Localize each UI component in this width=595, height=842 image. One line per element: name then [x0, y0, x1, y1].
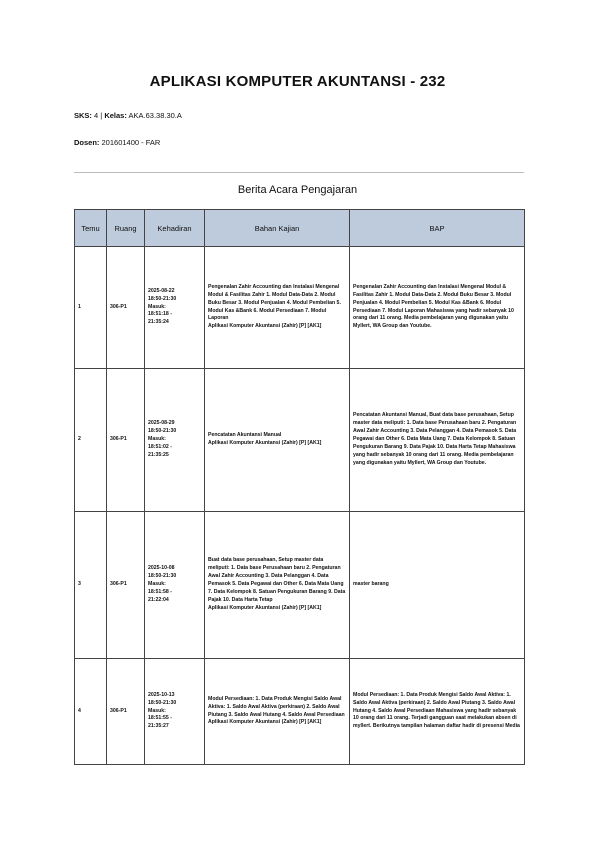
table-header-row — [75, 210, 525, 247]
kajian-course: Aplikasi Komputer Akuntansi (Zahir) [P] [AK1] — [208, 440, 322, 446]
bap-cell — [350, 659, 525, 765]
divider — [74, 172, 524, 173]
attendance-date: 2025-08-29 — [148, 420, 175, 427]
bap-cell — [350, 247, 525, 369]
dosen-label: Dosen: — [74, 138, 100, 147]
header-bap: BAP — [350, 210, 525, 247]
attendance-schedule: 18:50-21:30 — [148, 295, 177, 302]
header-ruang: Ruang — [107, 210, 145, 247]
bap-text: Pengenalan Zahir Accounting dan Instalasi Mengenal Modul & Fasilitas Zahir 1. Modul Data-Data 2. Modul Buku Besar 3. Modul Penjualan 4. Modul Pembelian 5. Modul Kas &Bank 6. Modul Persediaan 7. Modul Laporan Mahasiswa yang hadir sebanyak 10 orang dari 11 orang. Media pembelajaran yang digunakan yaitu Myllert, WA Group dan Youtube. — [353, 283, 514, 330]
attendance-schedule: 18:50-21:30 — [148, 428, 177, 435]
header-kehadiran: Kehadiran — [145, 210, 205, 247]
bap-cell — [350, 369, 525, 512]
table-row — [75, 369, 525, 512]
bap-text: master barang — [353, 581, 389, 588]
kelas-label: Kelas: — [104, 111, 127, 120]
ruang-cell: 306-P1 — [107, 247, 145, 369]
kajian-course: Aplikasi Komputer Akuntansi (Zahir) [P] [AK1] — [208, 719, 322, 726]
kajian-course: Aplikasi Komputer Akuntansi (Zahir) [P] [AK1] — [208, 323, 322, 330]
kehadiran-cell — [145, 512, 205, 659]
sks-label: SKS: — [74, 111, 92, 120]
kelas-value: AKA.63.38.30.A — [128, 111, 182, 120]
header-temu: Temu — [75, 210, 107, 247]
attendance-label: Masuk: — [148, 303, 166, 310]
attendance-in: 18:51:18 - — [148, 311, 172, 318]
temu-cell: 2 — [75, 369, 107, 512]
kajian-topic: Pengenalan Zahir Accounting dan Instalasi Mengenal Modul & Fasilitas Zahir 1. Modul Data-Data 2. Modul Buku Besar 3. Modul Penjualan 4. Modul Pembelian 5. Modul Kas &Bank 6. Modul Persediaan 7. Modul Laporan — [208, 283, 341, 322]
attendance-date: 2025-10-13 — [148, 691, 175, 698]
lecturer-meta — [74, 138, 160, 147]
meta-separator: | — [100, 111, 103, 120]
attendance-schedule: 18:50-21:30 — [148, 573, 177, 580]
dosen-value: 201601400 - FAR — [101, 138, 161, 147]
bahan-kajian-cell — [205, 247, 350, 369]
attendance-label: Masuk: — [148, 436, 166, 443]
attendance-out: 21:35:25 — [148, 451, 169, 458]
attendance-schedule: 18:50-21:30 — [148, 699, 177, 706]
attendance-in: 18:51:02 - — [148, 443, 172, 450]
bap-text: Pencatatan Akuntansi Manual, Buat data base perusahaan, Setup master data meliputi: 1. Data base Perusahaan baru 2. Pengaturan Awal Zahir Accounting 3. Data Pelanggan 4. Data Pemasok 5. Data Pegawai dan Other 6. Data Mata Uang 7. Data Kelompok 8. Satuan Pengukuran Barang 9. Data Pajak 10. Data Harta Tetap Mahasiswa yang hadir sebanyak 10 orang dari 11 orang. Media pembelajaran yang digunakan yaitu Myllert, WA Group dan Youtube. — [353, 412, 517, 466]
table-row — [75, 512, 525, 659]
temu-cell: 3 — [75, 512, 107, 659]
kajian-topic: Pencatatan Akuntansi Manual — [208, 432, 282, 439]
ruang-cell: 306-P1 — [107, 659, 145, 765]
bahan-kajian-cell — [205, 369, 350, 512]
attendance-in: 18:51:55 - — [148, 715, 172, 722]
kajian-course: Aplikasi Komputer Akuntansi (Zahir) [P] [AK1] — [208, 604, 322, 611]
kajian-topic: Buat data base perusahaan, Setup master data meliputi: 1. Data base Perusahaan baru 2. Pengaturan Awal Zahir Accounting 3. Data Pelanggan 4. Data Pemasok 5. Data Pegawai dan Other 6. Data Mata Uang 7. Data Kelompok 8. Satuan Pengukuran Barang 9. Data Pajak 10. Data Harta Tetap — [208, 557, 346, 603]
bap-text: Modul Persediaan: 1. Data Produk Mengisi Saldo Awal Aktiva: 1. Saldo Awal Aktiva (perkiraan) 2. Saldo Awal Piutang 3. Saldo Awal Hutang 4. Saldo Awal Persediaan Mahasiswa yang hadir sebanyak 10 orang dari 11 orang. Terjadi gangguan saat melakukan absen di myllert. Berikutnya tampilan halaman daftar hadir di presensi Media — [353, 691, 520, 730]
header-bahan-kajian: Bahan Kajian — [205, 210, 350, 247]
attendance-date: 2025-08-22 — [148, 287, 175, 294]
teaching-report-table — [74, 209, 525, 765]
attendance-label: Masuk: — [148, 581, 166, 588]
ruang-cell: 306-P1 — [107, 512, 145, 659]
sks-value: 4 — [94, 111, 99, 120]
kehadiran-cell — [145, 247, 205, 369]
temu-cell: 1 — [75, 247, 107, 369]
course-meta — [74, 111, 182, 120]
attendance-label: Masuk: — [148, 707, 166, 714]
bahan-kajian-cell — [205, 659, 350, 765]
attendance-out: 21:35:24 — [148, 319, 169, 326]
bap-cell — [350, 512, 525, 659]
section-title: Berita Acara Pengajaran — [237, 184, 358, 196]
ruang-cell: 306-P1 — [107, 369, 145, 512]
kehadiran-cell — [145, 659, 205, 765]
temu-cell: 4 — [75, 659, 107, 765]
attendance-date: 2025-10-08 — [148, 565, 175, 572]
kajian-topic: Modul Persediaan: 1. Data Produk Mengisi Saldo Awal Aktiva: 1. Saldo Awal Aktiva (perkiraan) 2. Saldo Awal Piutang 3. Saldo Awal Hutang 4. Saldo Awal Persediaan — [208, 695, 345, 718]
attendance-out: 21:22:04 — [148, 596, 169, 603]
bahan-kajian-cell — [205, 512, 350, 659]
attendance-in: 18:51:58 - — [148, 588, 172, 595]
table-row — [75, 247, 525, 369]
table-row — [75, 659, 525, 765]
attendance-out: 21:35:27 — [148, 723, 169, 730]
page-title: APLIKASI KOMPUTER AKUNTANSI - 232 — [149, 73, 446, 90]
kehadiran-cell — [145, 369, 205, 512]
